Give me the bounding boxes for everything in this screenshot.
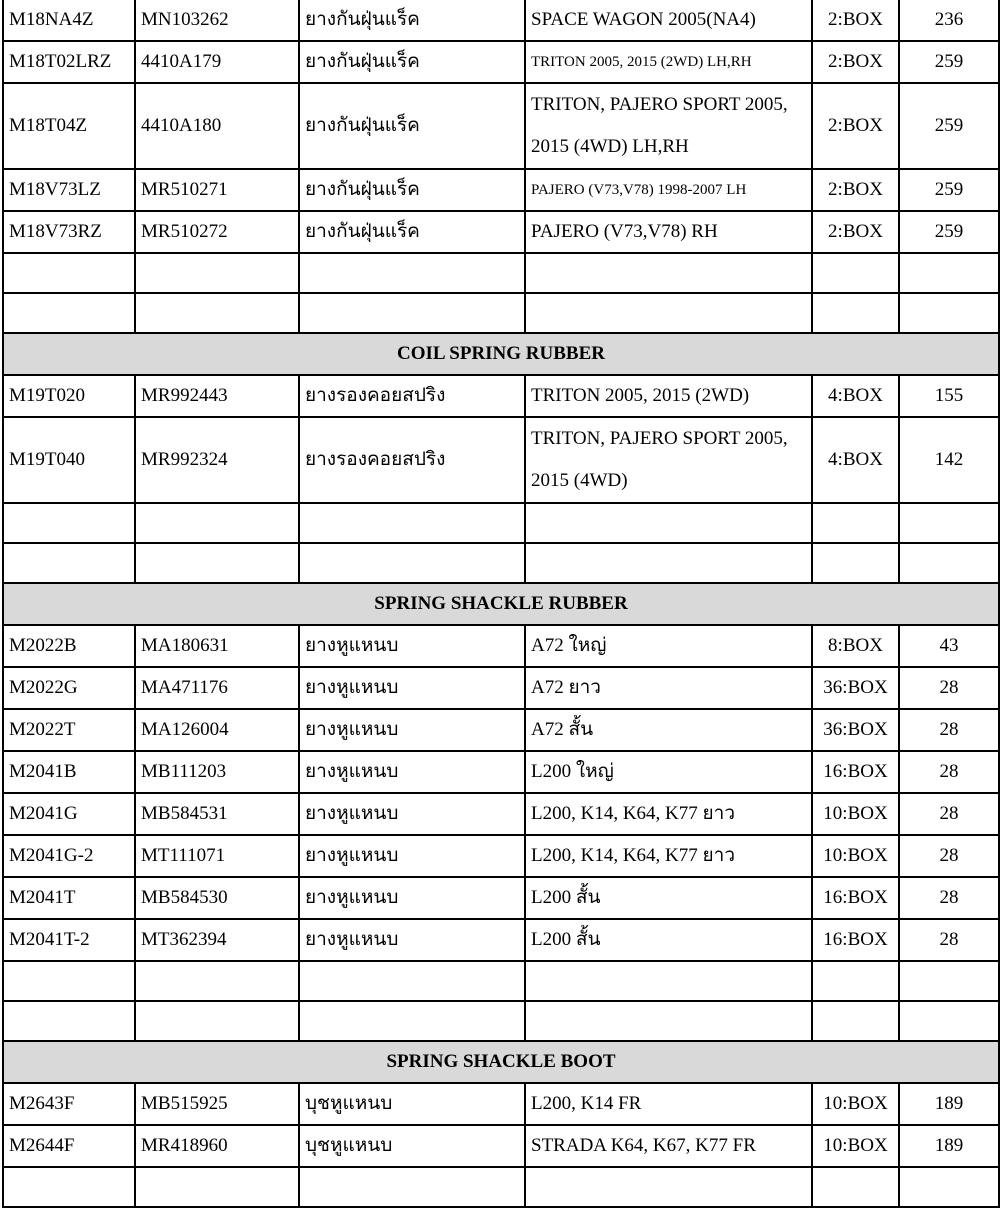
cell-pack: 36:BOX <box>812 709 899 751</box>
cell-pack: 36:BOX <box>812 667 899 709</box>
cell-model <box>525 543 812 583</box>
cell-pack: 10:BOX <box>812 793 899 835</box>
section-header-row <box>3 333 999 375</box>
cell-part: MA180631 <box>135 625 299 667</box>
cell-code: M19T020 <box>3 375 135 417</box>
empty-row <box>3 293 999 333</box>
cell-code: M2041G <box>3 793 135 835</box>
cell-part: MB515925 <box>135 1083 299 1125</box>
cell-code <box>3 1167 135 1207</box>
cell-price: 43 <box>899 625 999 667</box>
cell-model <box>525 293 812 333</box>
cell-price <box>899 543 999 583</box>
cell-desc: ยางหูแหนบ <box>299 835 525 877</box>
cell-pack: 2:BOX <box>812 41 899 83</box>
cell-model: L200 สั้น <box>525 919 812 961</box>
cell-code <box>3 961 135 1001</box>
cell-model: L200, K14 FR <box>525 1083 812 1125</box>
cell-price: 189 <box>899 1083 999 1125</box>
cell-price: 236 <box>899 0 999 41</box>
cell-model: STRADA K64, K67, K77 FR <box>525 1125 812 1167</box>
table-row <box>3 751 999 793</box>
cell-desc <box>299 1001 525 1041</box>
section-header-row <box>3 1041 999 1083</box>
cell-price: 28 <box>899 877 999 919</box>
cell-pack <box>812 1167 899 1207</box>
table-row <box>3 793 999 835</box>
cell-desc: ยางรองคอยสปริง <box>299 375 525 417</box>
cell-code <box>3 543 135 583</box>
cell-code: M18V73LZ <box>3 169 135 211</box>
cell-model: PAJERO (V73,V78) RH <box>525 211 812 253</box>
cell-part: MT362394 <box>135 919 299 961</box>
cell-pack: 16:BOX <box>812 919 899 961</box>
cell-part: 4410A180 <box>135 83 299 169</box>
cell-price: 259 <box>899 83 999 169</box>
section-title: COIL SPRING RUBBER <box>3 333 999 375</box>
cell-model: PAJERO (V73,V78) 1998-2007 LH <box>525 169 812 211</box>
cell-desc: ยางกันฝุ่นแร็ค <box>299 41 525 83</box>
section-title: SPRING SHACKLE RUBBER <box>3 583 999 625</box>
table-row <box>3 1125 999 1167</box>
cell-pack: 10:BOX <box>812 1125 899 1167</box>
cell-part: MB111203 <box>135 751 299 793</box>
cell-model: TRITON 2005, 2015 (2WD) LH,RH <box>525 41 812 83</box>
cell-price: 28 <box>899 667 999 709</box>
cell-desc: ยางหูแหนบ <box>299 919 525 961</box>
cell-part <box>135 253 299 293</box>
cell-price: 28 <box>899 919 999 961</box>
table-row <box>3 919 999 961</box>
cell-model: TRITON, PAJERO SPORT 2005, 2015 (4WD) LH,RH <box>525 83 812 169</box>
table-body <box>3 0 999 1207</box>
cell-code: M2644F <box>3 1125 135 1167</box>
cell-model <box>525 503 812 543</box>
cell-code: M18T04Z <box>3 83 135 169</box>
cell-model <box>525 253 812 293</box>
cell-desc <box>299 253 525 293</box>
cell-desc <box>299 293 525 333</box>
cell-pack: 4:BOX <box>812 375 899 417</box>
cell-price: 28 <box>899 793 999 835</box>
cell-part <box>135 543 299 583</box>
cell-part <box>135 1001 299 1041</box>
cell-code: M2022B <box>3 625 135 667</box>
empty-row <box>3 503 999 543</box>
table-row <box>3 877 999 919</box>
table-row <box>3 835 999 877</box>
cell-model: L200 ใหญ่ <box>525 751 812 793</box>
cell-code: M2041G-2 <box>3 835 135 877</box>
table-row <box>3 417 999 503</box>
cell-code: M18V73RZ <box>3 211 135 253</box>
cell-part: MA126004 <box>135 709 299 751</box>
cell-price <box>899 293 999 333</box>
table-row <box>3 1083 999 1125</box>
cell-part: MB584530 <box>135 877 299 919</box>
cell-model: L200 สั้น <box>525 877 812 919</box>
cell-part: MR992324 <box>135 417 299 503</box>
cell-pack: 10:BOX <box>812 1083 899 1125</box>
cell-pack <box>812 253 899 293</box>
cell-pack: 2:BOX <box>812 169 899 211</box>
cell-price <box>899 253 999 293</box>
cell-part: MR418960 <box>135 1125 299 1167</box>
cell-price: 28 <box>899 709 999 751</box>
cell-part: MA471176 <box>135 667 299 709</box>
cell-price <box>899 1167 999 1207</box>
cell-desc <box>299 1167 525 1207</box>
cell-pack: 2:BOX <box>812 0 899 41</box>
cell-code: M19T040 <box>3 417 135 503</box>
cell-code: M18T02LRZ <box>3 41 135 83</box>
empty-row <box>3 253 999 293</box>
cell-pack: 16:BOX <box>812 751 899 793</box>
cell-desc: ยางกันฝุ่นแร็ค <box>299 83 525 169</box>
cell-model: TRITON, PAJERO SPORT 2005, 2015 (4WD) <box>525 417 812 503</box>
cell-price <box>899 1001 999 1041</box>
cell-price <box>899 961 999 1001</box>
cell-part: MN103262 <box>135 0 299 41</box>
cell-desc: ยางกันฝุ่นแร็ค <box>299 0 525 41</box>
cell-price: 259 <box>899 211 999 253</box>
cell-code: M2041T-2 <box>3 919 135 961</box>
cell-desc <box>299 543 525 583</box>
cell-pack <box>812 503 899 543</box>
cell-desc <box>299 961 525 1001</box>
cell-desc: ยางกันฝุ่นแร็ค <box>299 211 525 253</box>
cell-pack: 16:BOX <box>812 877 899 919</box>
cell-part <box>135 961 299 1001</box>
section-header-row <box>3 583 999 625</box>
cell-desc: ยางรองคอยสปริง <box>299 417 525 503</box>
cell-pack: 2:BOX <box>812 83 899 169</box>
cell-part <box>135 1167 299 1207</box>
table-row <box>3 625 999 667</box>
cell-part: 4410A179 <box>135 41 299 83</box>
cell-desc: บุชหูแหนบ <box>299 1125 525 1167</box>
table-row <box>3 709 999 751</box>
cell-code: M18NA4Z <box>3 0 135 41</box>
table-row <box>3 375 999 417</box>
cell-price <box>899 503 999 543</box>
cell-model <box>525 1167 812 1207</box>
cell-code: M2041T <box>3 877 135 919</box>
cell-part: MB584531 <box>135 793 299 835</box>
cell-model <box>525 961 812 1001</box>
cell-desc <box>299 503 525 543</box>
cell-code <box>3 1001 135 1041</box>
cell-pack <box>812 961 899 1001</box>
cell-model: SPACE WAGON 2005(NA4) <box>525 0 812 41</box>
cell-code <box>3 503 135 543</box>
cell-desc: ยางหูแหนบ <box>299 667 525 709</box>
cell-code <box>3 293 135 333</box>
table-row <box>3 0 999 41</box>
cell-pack <box>812 1001 899 1041</box>
cell-price: 28 <box>899 835 999 877</box>
cell-part <box>135 503 299 543</box>
cell-model <box>525 1001 812 1041</box>
cell-desc: ยางหูแหนบ <box>299 751 525 793</box>
cell-price: 142 <box>899 417 999 503</box>
cell-price: 259 <box>899 169 999 211</box>
cell-part: MT111071 <box>135 835 299 877</box>
cell-code: M2022G <box>3 667 135 709</box>
cell-desc: ยางกันฝุ่นแร็ค <box>299 169 525 211</box>
cell-model: L200, K14, K64, K77 ยาว <box>525 835 812 877</box>
cell-model: L200, K14, K64, K77 ยาว <box>525 793 812 835</box>
cell-model: A72 สั้น <box>525 709 812 751</box>
cell-part: MR992443 <box>135 375 299 417</box>
table-row <box>3 169 999 211</box>
cell-price: 259 <box>899 41 999 83</box>
cell-desc: ยางหูแหนบ <box>299 709 525 751</box>
table-row <box>3 211 999 253</box>
table-row <box>3 83 999 169</box>
empty-row <box>3 543 999 583</box>
cell-desc: ยางหูแหนบ <box>299 793 525 835</box>
cell-code: M2041B <box>3 751 135 793</box>
cell-pack <box>812 293 899 333</box>
cell-desc: ยางหูแหนบ <box>299 877 525 919</box>
cell-desc: บุชหูแหนบ <box>299 1083 525 1125</box>
parts-price-table <box>2 0 1000 1208</box>
cell-desc: ยางหูแหนบ <box>299 625 525 667</box>
cell-pack: 8:BOX <box>812 625 899 667</box>
empty-row <box>3 1001 999 1041</box>
cell-model: A72 ยาว <box>525 667 812 709</box>
cell-pack: 2:BOX <box>812 211 899 253</box>
cell-pack <box>812 543 899 583</box>
cell-code: M2643F <box>3 1083 135 1125</box>
table-row <box>3 41 999 83</box>
empty-row <box>3 1167 999 1207</box>
cell-part: MR510272 <box>135 211 299 253</box>
cell-part: MR510271 <box>135 169 299 211</box>
cell-code: M2022T <box>3 709 135 751</box>
cell-pack: 4:BOX <box>812 417 899 503</box>
empty-row <box>3 961 999 1001</box>
section-title: SPRING SHACKLE BOOT <box>3 1041 999 1083</box>
cell-price: 189 <box>899 1125 999 1167</box>
cell-part <box>135 293 299 333</box>
cell-code <box>3 253 135 293</box>
cell-model: TRITON 2005, 2015 (2WD) <box>525 375 812 417</box>
cell-model: A72 ใหญ่ <box>525 625 812 667</box>
cell-price: 155 <box>899 375 999 417</box>
cell-price: 28 <box>899 751 999 793</box>
cell-pack: 10:BOX <box>812 835 899 877</box>
table-row <box>3 667 999 709</box>
